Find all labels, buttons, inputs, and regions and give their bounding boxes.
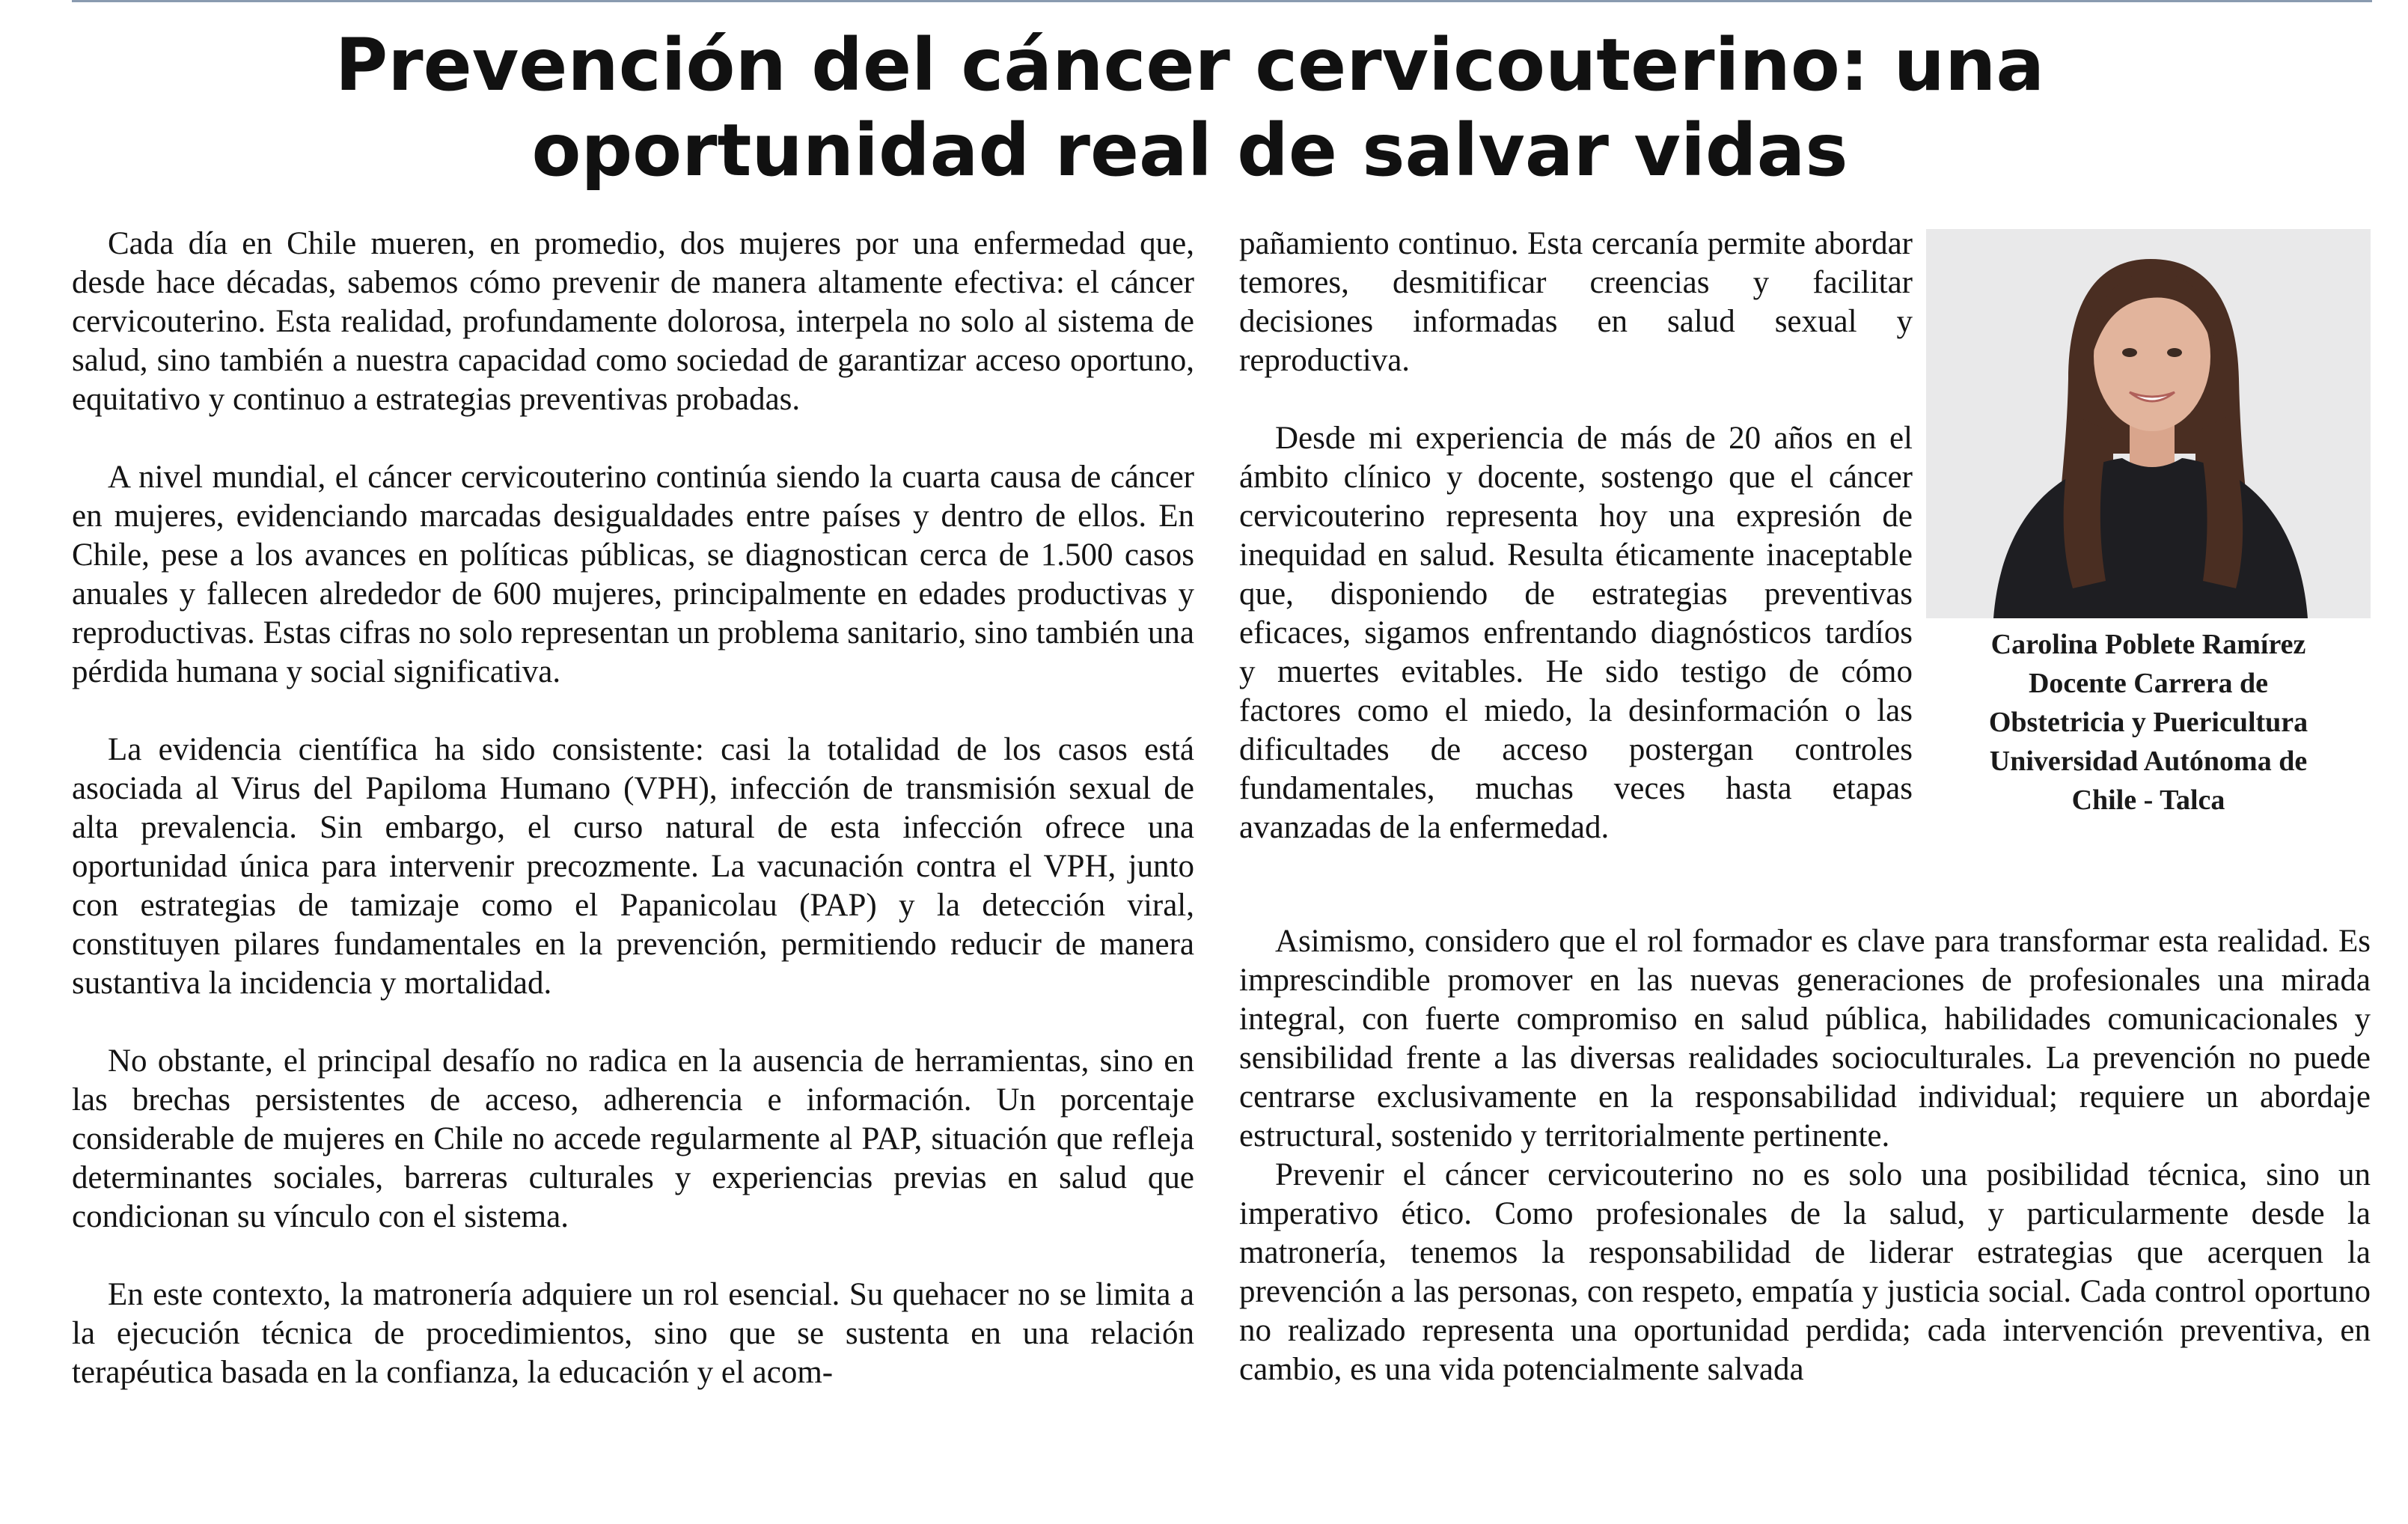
- article-right-column-bottom: [1239, 922, 2371, 1389]
- paragraph: Prevenir el cáncer cervicouterino no es solo una posibilidad técnica, sino un imperativo ético. Como profesionales de la salud, y particularmente desde la matronería, tenemos la responsabilidad de liderar estrategias que acerquen la prevención a las personas, con respeto, empatía y justicia social. Cada control oportuno no realizado representa una oportunidad perdida; cada intervención preventiva, en cambio, es una vida potencialmente salvada: [1239, 1157, 2371, 1387]
- author-role-line-2: Obstetricia y Puericultura: [1988, 707, 2308, 738]
- author-institution-line-1: Universidad Autónoma de: [1989, 746, 2308, 777]
- article-left-column: [72, 225, 1194, 1392]
- article-right-column-top: [1239, 225, 1913, 847]
- top-rule: [72, 0, 2372, 2]
- paragraph: Cada día en Chile mueren, en promedio, dos mujeres por una enfermedad que, desde hace décadas, sabemos cómo prevenir de manera altamente efectiva: el cáncer cervicouterino. Esta realidad, profundamente dolorosa, interpela no solo al sistema de salud, sino también a nuestra capacidad como sociedad de garantizar acceso oportuno, equitativo y continuo a estrategias preventivas probadas.: [72, 226, 1194, 417]
- author-portrait-image: [1926, 229, 2371, 618]
- headline-line-1: Prevención del cáncer cervicouterino: una: [334, 23, 2045, 107]
- headline-line-2: oportunidad real de salvar vidas: [531, 109, 1848, 192]
- paragraph: Desde mi experiencia de más de 20 años en el ámbito clínico y docente, sostengo que el cáncer cervicouterino representa hoy una expresión de inequidad en salud. Resulta éticamente inaceptable que, disponiendo de estrategias preventivas eficaces, sigamos enfrentando diagnósticos tardíos y muertes evitables. He sido testigo de cómo factores como el miedo, la desinformación o las dificultades de acceso postergan controles fundamentales, muchas veces hasta etapas avanzadas de la enfermedad.: [1239, 421, 1913, 845]
- author-name: Carolina Poblete Ramírez: [1990, 629, 2306, 660]
- headline: [90, 22, 2290, 193]
- paragraph: No obstante, el principal desafío no radica en la ausencia de herramientas, sino en las brechas persistentes de acceso, adherencia e información. Un porcentaje considerable de mujeres en Chile no accede regularmente al PAP, situación que refleja determinantes sociales, barreras culturales y experiencias previas en salud que condicionan su vínculo con el sistema.: [72, 1043, 1194, 1234]
- paragraph: La evidencia científica ha sido consistente: casi la totalidad de los casos está asociada al Virus del Papiloma Humano (VPH), infección de transmisión sexual de alta prevalencia. Sin embargo, el curso natural de esta infección ofrece una oportunidad única para intervenir precozmente. La vacunación contra el VPH, junto con estrategias de tamizaje como el Papanicolau (PAP) y la detección viral, constituyen pilares fundamentales en la prevención, permitiendo reducir de manera sustantiva la incidencia y mortalidad.: [72, 732, 1194, 1001]
- author-role-line-1: Docente Carrera de: [2028, 668, 2269, 699]
- author-photo: [1926, 229, 2371, 618]
- paragraph: pañamiento continuo. Esta cercanía permite abordar temores, desmitificar creencias y facilitar decisiones informadas en salud sexual y reproductiva.: [1239, 226, 1913, 378]
- author-caption: [1926, 625, 2371, 820]
- paragraph: En este contexto, la matronería adquiere un rol esencial. Su quehacer no se limita a la ejecución técnica de procedimientos, sino que se sustenta en una relación terapéutica basada en la confianza, la educación y el acom-: [72, 1277, 1194, 1390]
- author-institution-line-2: Chile - Talca: [2071, 784, 2225, 816]
- paragraph: A nivel mundial, el cáncer cervicouterino continúa siendo la cuarta causa de cáncer en mujeres, evidenciando marcadas desigualdades entre países y dentro de ellos. En Chile, pese a los avances en políticas públicas, se diagnostican cerca de 1.500 casos anuales y fallecen alrededor de 600 mujeres, principalmente en edades productivas y reproductivas. Estas cifras no solo representan un problema sanitario, sino también una pérdida humana y social significativa.: [72, 460, 1194, 689]
- paragraph: Asimismo, considero que el rol formador es clave para transformar esta realidad. Es imprescindible promover en las nuevas generaciones de profesionales una mirada integral, con fuerte compromiso en salud pública, habilidades comunicacionales y sensibilidad frente a las diversas realidades socioculturales. La prevención no puede centrarse exclusivamente en la responsabilidad individual; requiere un abordaje estructural, sostenido y territorialmente pertinente.: [1239, 924, 2371, 1153]
